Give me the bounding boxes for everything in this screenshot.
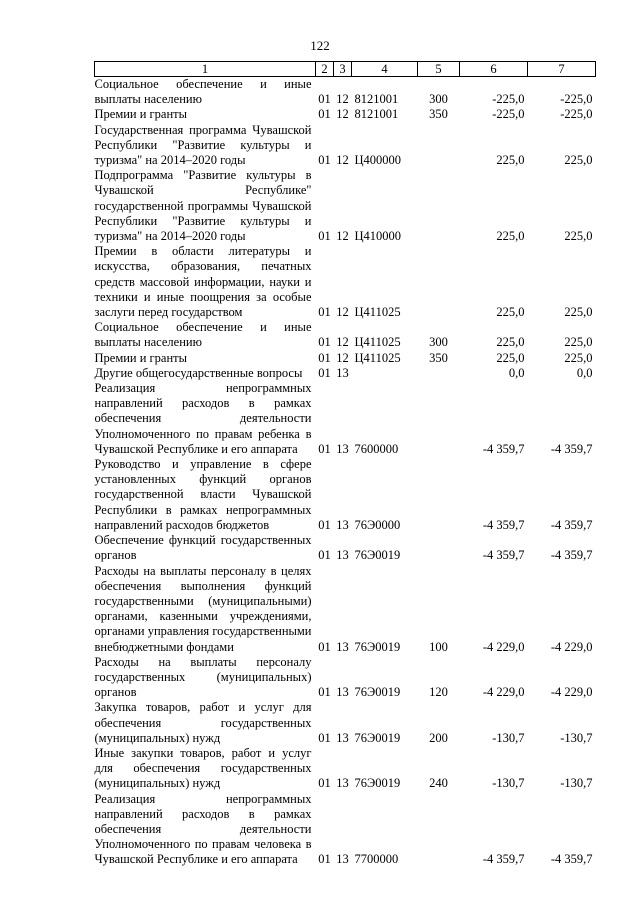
amount-col7: -225,0 xyxy=(560,107,593,122)
subsection-code: 13 xyxy=(336,852,349,867)
section-code: 01 xyxy=(318,92,331,107)
header-cell: 7 xyxy=(528,62,596,77)
target-article-code: Ц400000 xyxy=(354,153,402,168)
table-row xyxy=(95,123,596,169)
expense-type-code: 300 xyxy=(429,335,448,350)
expense-type-code xyxy=(418,792,460,868)
table-row xyxy=(95,792,596,868)
amount-col6: 0,0 xyxy=(508,365,525,380)
expense-type-code: 300 xyxy=(429,92,448,107)
table-row xyxy=(95,700,596,746)
target-article-code: 76Э0019 xyxy=(354,730,401,745)
target-article-code: 7600000 xyxy=(354,441,399,456)
header-cell: 6 xyxy=(460,62,528,77)
section-code: 01 xyxy=(318,107,331,122)
amount-col7: -4 359,7 xyxy=(550,548,593,563)
target-article-code: Ц411025 xyxy=(354,335,401,350)
section-code: 01 xyxy=(318,441,331,456)
amount-col7: -4 229,0 xyxy=(550,685,593,700)
subsection-code: 13 xyxy=(336,730,349,745)
target-article-code: Ц411025 xyxy=(354,350,401,365)
row-name: Реализация непрограммных направлений расходов в рамках обеспечения деятельности Уполномоченного по правам ребенка в Чувашской Республике и его аппарата xyxy=(94,381,312,456)
amount-col6: -4 229,0 xyxy=(482,639,525,654)
row-name: Руководство и управление в сфере установленных функций органов государственной власти Чувашской Республики в рамках непрограммных направлений расходов бюджетов xyxy=(94,457,312,532)
target-article-code: 8121001 xyxy=(354,107,399,122)
target-article-code: 8121001 xyxy=(354,92,399,107)
expense-type-code xyxy=(418,366,460,381)
subsection-code: 12 xyxy=(336,350,349,365)
row-name: Социальное обеспечение и иные выплаты населению xyxy=(94,77,312,107)
row-name: Закупка товаров, работ и услуг для обеспечения государственных (муниципальных) нужд xyxy=(94,700,312,745)
target-article-code: 76Э0019 xyxy=(354,548,401,563)
header-cell: 3 xyxy=(334,62,352,77)
target-article-code: 76Э0000 xyxy=(354,517,401,532)
row-name: Премии и гранты xyxy=(94,107,188,122)
amount-col7: 225,0 xyxy=(564,153,593,168)
section-code: 01 xyxy=(318,685,331,700)
expense-type-code xyxy=(418,533,460,563)
subsection-code: 13 xyxy=(336,776,349,791)
expense-type-code xyxy=(418,457,460,533)
table-row xyxy=(95,107,596,122)
expense-type-code: 350 xyxy=(429,107,448,122)
table-row xyxy=(95,366,596,381)
amount-col7: -4 359,7 xyxy=(550,517,593,532)
target-article-code: 76Э0019 xyxy=(354,776,401,791)
expense-type-code xyxy=(418,381,460,457)
section-code: 01 xyxy=(318,335,331,350)
amount-col7: 225,0 xyxy=(564,305,593,320)
target-article-code: 76Э0019 xyxy=(354,685,401,700)
table-row xyxy=(95,564,596,655)
amount-col7: -225,0 xyxy=(560,92,593,107)
expense-type-code xyxy=(418,168,460,244)
section-code: 01 xyxy=(318,639,331,654)
row-name: Подпрограмма "Развитие культуры в Чувашской Республике" государственной программы Чувашской Республики "Развитие культуры и туризма" на 2014–2020 годы xyxy=(94,168,312,244)
row-name: Иные закупки товаров, работ и услуг для обеспечения государственных (муниципальных) нужд xyxy=(94,745,312,791)
expense-type-code: 350 xyxy=(429,350,448,365)
subsection-code: 12 xyxy=(336,305,349,320)
section-code: 01 xyxy=(318,548,331,563)
section-code: 01 xyxy=(318,365,331,380)
row-name: Расходы на выплаты персоналу в целях обеспечения выполнения функций государственными (муниципальными) органами, казенными учреждениями, органами управления государственными внебюджетными фондами xyxy=(94,563,312,654)
table-row xyxy=(95,746,596,792)
target-article-code: Ц411025 xyxy=(354,305,401,320)
page-number: 122 xyxy=(310,38,330,53)
amount-col6: -130,7 xyxy=(492,730,525,745)
section-code: 01 xyxy=(318,776,331,791)
amount-col7: 0,0 xyxy=(576,365,593,380)
header-row xyxy=(95,62,596,77)
expense-type-code: 120 xyxy=(429,685,448,700)
section-code: 01 xyxy=(318,350,331,365)
section-code: 01 xyxy=(318,730,331,745)
target-article-code: 76Э0019 xyxy=(354,639,401,654)
table-row xyxy=(95,77,596,108)
amount-col6: 225,0 xyxy=(496,229,525,244)
amount-col6: -130,7 xyxy=(492,776,525,791)
table-row xyxy=(95,457,596,533)
row-name: Премии и гранты xyxy=(94,350,188,365)
row-name: Премии в области литературы и искусства, образования, печатных средств массовой информации, науки и техники и иные поощрения за особые заслуги перед государством xyxy=(94,244,312,320)
amount-col6: 225,0 xyxy=(496,335,525,350)
row-name: Другие общегосударственные вопросы xyxy=(94,365,303,380)
header-cell: 4 xyxy=(352,62,418,77)
table-row xyxy=(95,351,596,366)
amount-col7: 225,0 xyxy=(564,229,593,244)
budget-table xyxy=(94,61,596,868)
subsection-code: 13 xyxy=(336,441,349,456)
amount-col6: 225,0 xyxy=(496,350,525,365)
section-code: 01 xyxy=(318,153,331,168)
header-cell: 1 xyxy=(95,62,316,77)
section-code: 01 xyxy=(318,305,331,320)
expense-type-code: 100 xyxy=(429,639,448,654)
table-row xyxy=(95,320,596,350)
row-name: Обеспечение функций государственных органов xyxy=(94,533,312,563)
row-name: Социальное обеспечение и иные выплаты населению xyxy=(94,320,312,350)
subsection-code: 13 xyxy=(336,548,349,563)
section-code: 01 xyxy=(318,517,331,532)
amount-col7: -130,7 xyxy=(560,776,593,791)
subsection-code: 13 xyxy=(336,685,349,700)
subsection-code: 13 xyxy=(336,365,349,380)
target-article-code: 7700000 xyxy=(354,852,399,867)
amount-col6: -4 359,7 xyxy=(482,441,525,456)
amount-col6: 225,0 xyxy=(496,153,525,168)
row-name: Реализация непрограммных направлений расходов в рамках обеспечения деятельности Уполномоченного по правам человека в Чувашской Республике и его аппарата xyxy=(94,791,312,867)
header-cell: 2 xyxy=(316,62,334,77)
expense-type-code xyxy=(418,123,460,169)
subsection-code: 12 xyxy=(336,229,349,244)
target-article-code xyxy=(352,366,418,381)
amount-col7: -4 359,7 xyxy=(550,441,593,456)
subsection-code: 13 xyxy=(336,639,349,654)
amount-col6: -225,0 xyxy=(492,92,525,107)
table-row xyxy=(95,168,596,244)
amount-col6: 225,0 xyxy=(496,305,525,320)
table-row xyxy=(95,244,596,320)
expense-type-code: 200 xyxy=(429,730,448,745)
target-article-code: Ц410000 xyxy=(354,229,402,244)
row-name: Государственная программа Чувашской Республики "Развитие культуры и туризма" на 2014–2020 годы xyxy=(94,122,312,168)
amount-col6: -4 229,0 xyxy=(482,685,525,700)
amount-col7: 225,0 xyxy=(564,350,593,365)
expense-type-code xyxy=(418,244,460,320)
subsection-code: 12 xyxy=(336,335,349,350)
table-row xyxy=(95,655,596,701)
row-name: Расходы на выплаты персоналу государственных (муниципальных) органов xyxy=(94,654,312,700)
subsection-code: 12 xyxy=(336,92,349,107)
table-row xyxy=(95,533,596,563)
amount-col7: -4 359,7 xyxy=(550,852,593,867)
section-code: 01 xyxy=(318,852,331,867)
subsection-code: 13 xyxy=(336,517,349,532)
amount-col7: -4 229,0 xyxy=(550,639,593,654)
amount-col7: 225,0 xyxy=(564,335,593,350)
amount-col6: -225,0 xyxy=(492,107,525,122)
amount-col6: -4 359,7 xyxy=(482,517,525,532)
amount-col6: -4 359,7 xyxy=(482,852,525,867)
header-cell: 5 xyxy=(418,62,460,77)
subsection-code: 12 xyxy=(336,107,349,122)
subsection-code: 12 xyxy=(336,153,349,168)
section-code: 01 xyxy=(318,229,331,244)
expense-type-code: 240 xyxy=(429,776,448,791)
amount-col6: -4 359,7 xyxy=(482,548,525,563)
table-row xyxy=(95,381,596,457)
amount-col7: -130,7 xyxy=(560,730,593,745)
